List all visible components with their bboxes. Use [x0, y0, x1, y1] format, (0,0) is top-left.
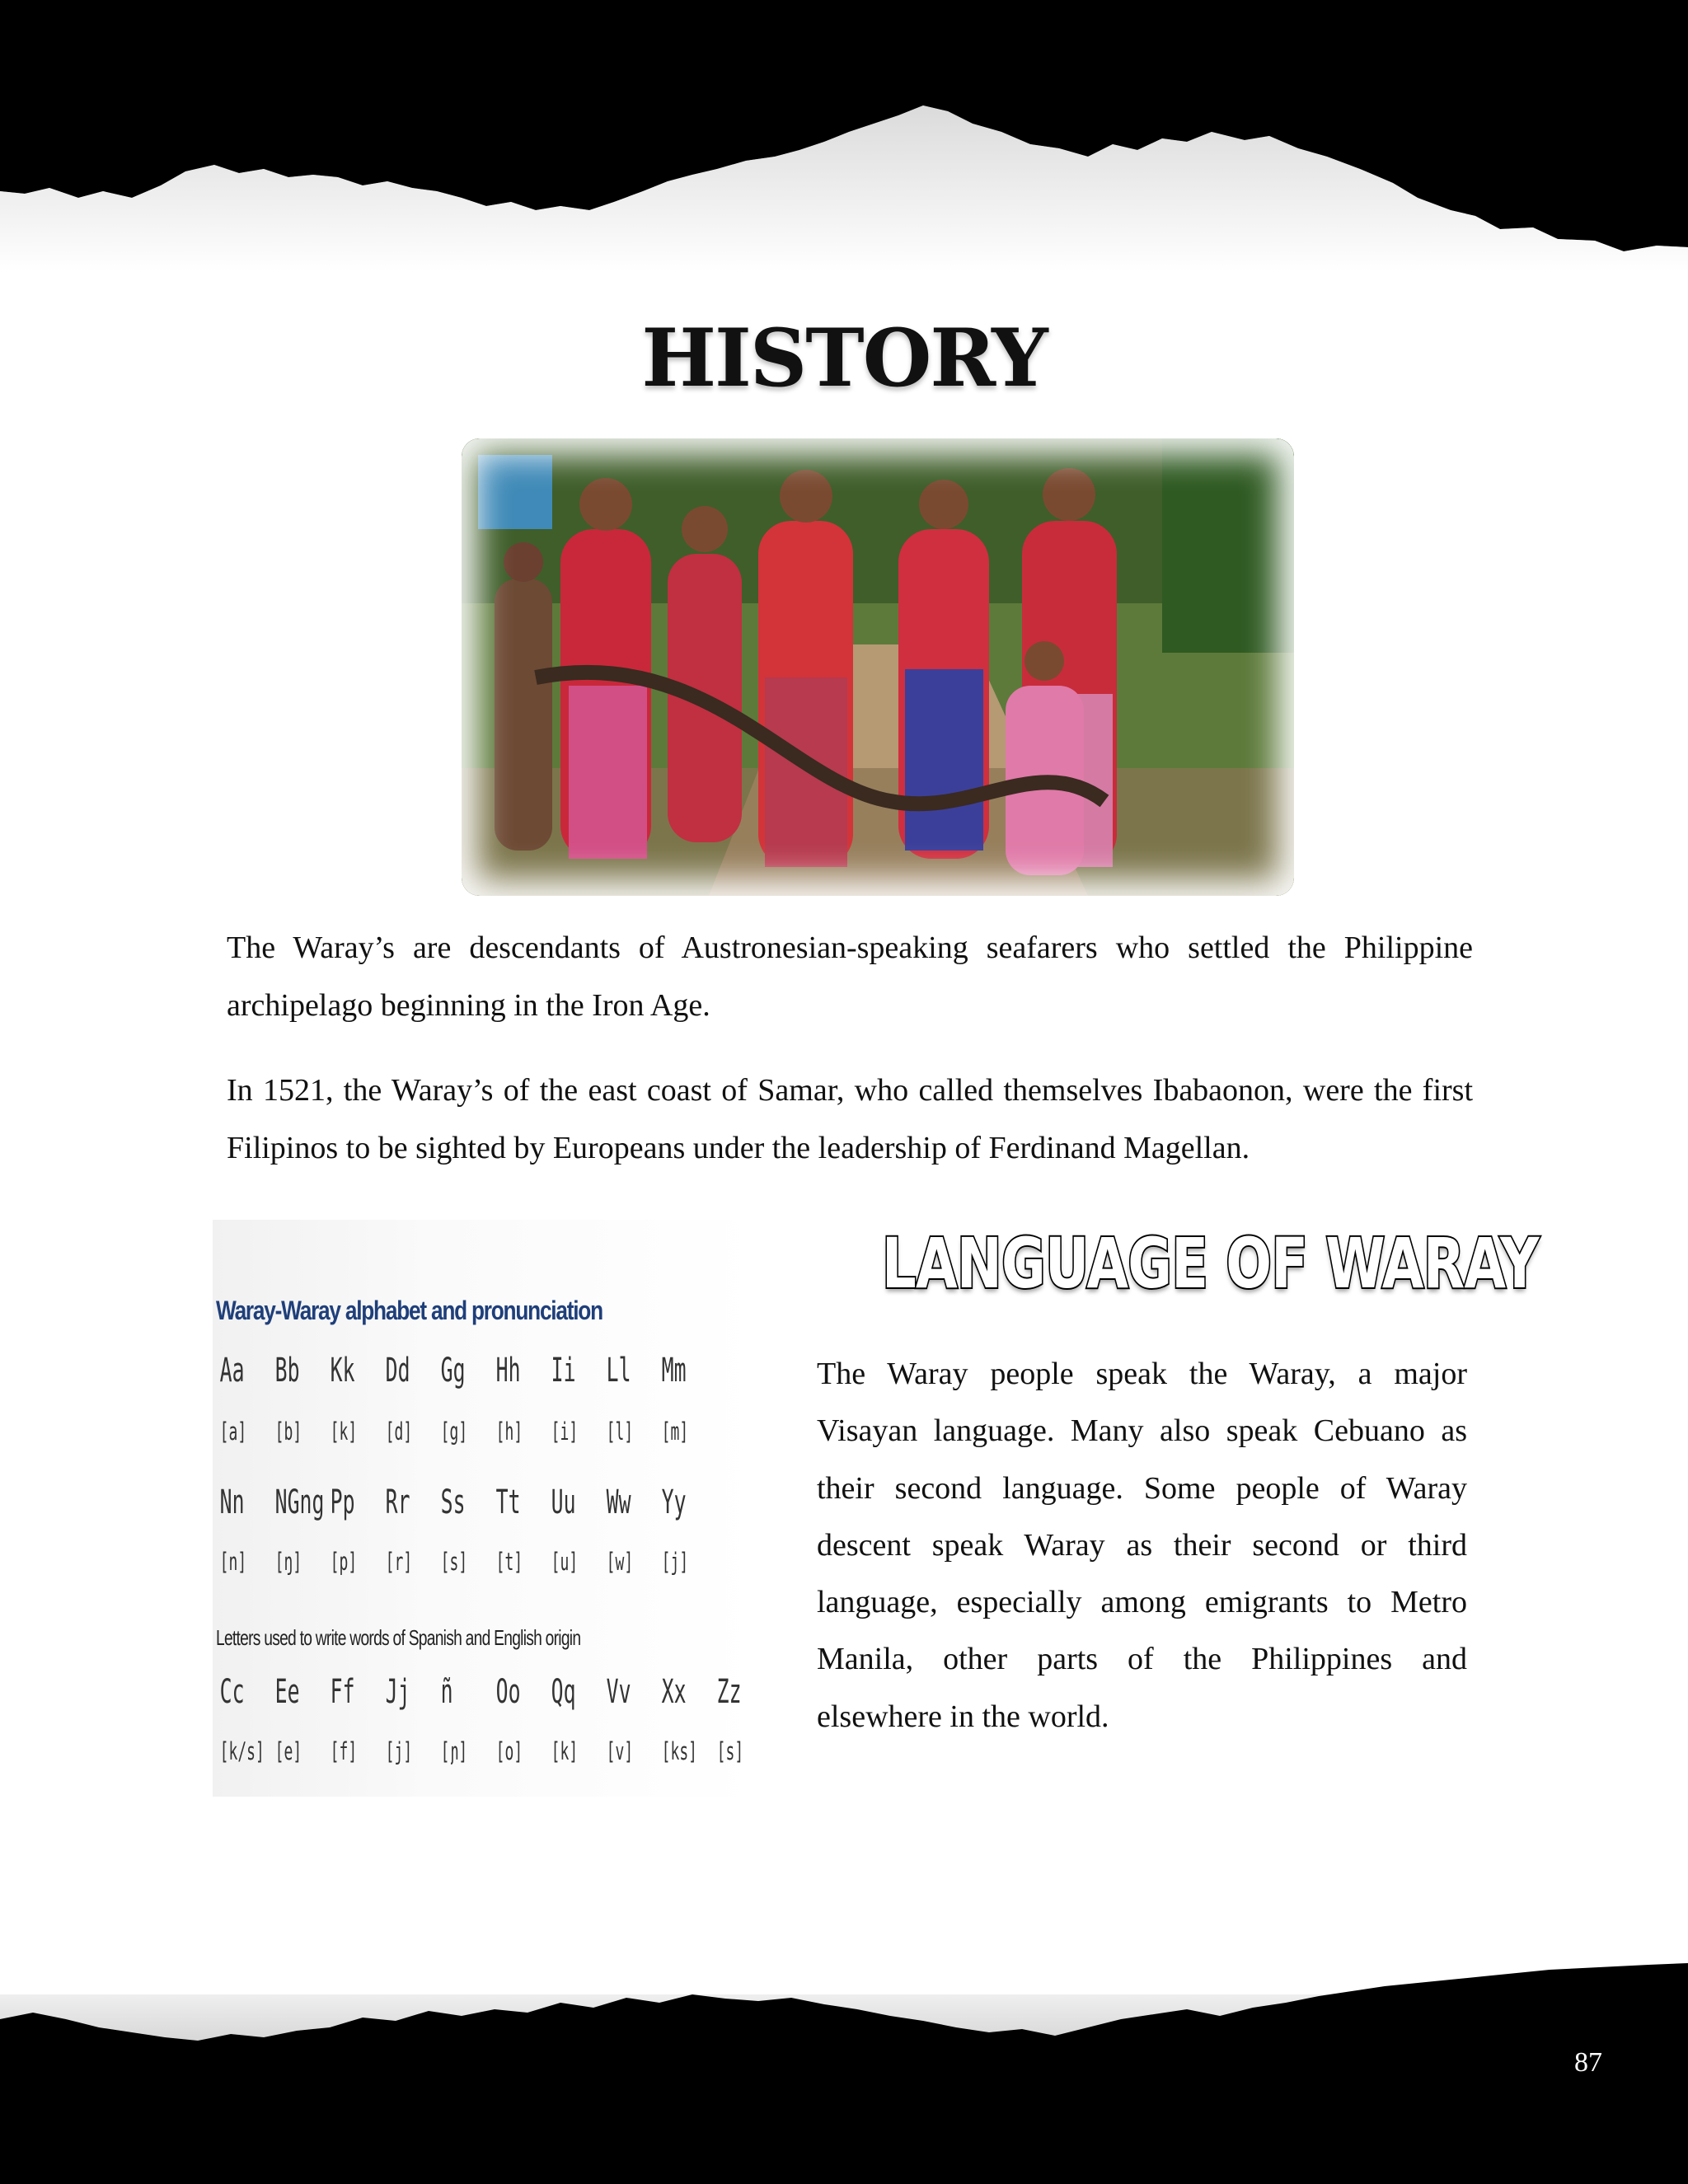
history-paragraph-2: In 1521, the Waray’s of the east coast of Samar, who called themselves Ibabaonon, were the first Filipinos to be sighted by Europeans under the leadership of Ferdinand Magellan. — [227, 1073, 1473, 1165]
torn-paper-top-border — [0, 0, 1688, 272]
language-paragraph: The Waray people speak the Waray, a major Visayan language. Many also speak Cebuano as their second language. Some people of Waray descent speak Waray as their second or third language, especially among emigrants to Metro Manila, other parts of the Philippines and elsewhere in the world. — [817, 1357, 1467, 1734]
letter: Uu — [551, 1483, 576, 1521]
letter: Kk — [330, 1352, 355, 1390]
pronunciation: [ŋ] — [274, 1548, 302, 1576]
pronunciation: [ks] — [661, 1737, 697, 1765]
pronunciation: [k] — [551, 1737, 579, 1765]
pronunciation: [r] — [385, 1548, 413, 1576]
letter: Ww — [606, 1483, 631, 1521]
alphabet-row-1-pronunciation — [213, 1418, 710, 1446]
history-title: HISTORY — [641, 312, 1047, 405]
torn-paper-bottom-border — [0, 1961, 1688, 2184]
alphabet-row-3-letters — [213, 1673, 765, 1711]
letter: Yy — [661, 1483, 687, 1521]
letter: Hh — [495, 1352, 521, 1390]
history-paragraph-1: The Waray’s are descendants of Austronesian-speaking seafarers who settled the Philippine archipelago beginning in the Iron Age. — [227, 930, 1473, 1023]
pronunciation: [i] — [551, 1418, 579, 1446]
alphabet-heading: Waray-Waray alphabet and pronunciation — [216, 1296, 603, 1325]
pronunciation: [m] — [661, 1418, 689, 1446]
pronunciation: [f] — [330, 1737, 358, 1765]
alphabet-row-2-pronunciation — [213, 1548, 710, 1576]
pronunciation: [a] — [219, 1418, 247, 1446]
letter: Rr — [385, 1483, 410, 1521]
pronunciation: [b] — [274, 1418, 302, 1446]
pronunciation: [t] — [495, 1548, 523, 1576]
pronunciation: [e] — [274, 1737, 302, 1765]
pronunciation: [w] — [606, 1548, 634, 1576]
letter: Dd — [385, 1352, 410, 1390]
letter: Gg — [440, 1352, 466, 1390]
letter: Ff — [330, 1673, 355, 1711]
alphabet-subheading: Letters used to write words of Spanish and English origin — [216, 1625, 581, 1650]
pronunciation: [d] — [385, 1418, 413, 1446]
letter: Mm — [661, 1352, 687, 1390]
alphabet-row-3-pronunciation — [213, 1737, 765, 1765]
pronunciation: [u] — [551, 1548, 579, 1576]
letter: Bb — [274, 1352, 300, 1390]
alphabet-row-1-letters — [213, 1352, 710, 1390]
letter: Ll — [606, 1352, 631, 1390]
pronunciation: [h] — [495, 1418, 523, 1446]
letter: Tt — [495, 1483, 521, 1521]
pronunciation: [o] — [495, 1737, 523, 1765]
letter: Vv — [606, 1673, 631, 1711]
letter: Aa — [219, 1352, 245, 1390]
pronunciation: [s] — [440, 1548, 468, 1576]
letter: Ss — [440, 1483, 466, 1521]
alphabet-row-2-letters — [213, 1483, 710, 1521]
waray-alphabet-chart — [213, 1220, 757, 1797]
pronunciation: [l] — [606, 1418, 634, 1446]
language-title: LANGUAGE OF WARAY — [882, 1223, 1539, 1304]
pronunciation: [j] — [385, 1737, 413, 1765]
letter: Ii — [551, 1352, 576, 1390]
pronunciation: [s] — [716, 1737, 744, 1765]
letter: Jj — [385, 1673, 410, 1711]
letter: Ee — [274, 1673, 300, 1711]
letter: Nn — [219, 1483, 245, 1521]
letter: NGng — [274, 1483, 325, 1521]
page-number: 87 — [1574, 2047, 1602, 2078]
letter: Xx — [661, 1673, 687, 1711]
pronunciation: [ɲ] — [440, 1737, 468, 1765]
letter: Qq — [551, 1673, 576, 1711]
letter: ñ — [440, 1673, 453, 1711]
pronunciation: [p] — [330, 1548, 358, 1576]
letter: Oo — [495, 1673, 521, 1711]
pronunciation: [k/s] — [219, 1737, 265, 1765]
waray-people-photo — [462, 438, 1294, 896]
pronunciation: [k] — [330, 1418, 358, 1446]
letter: Zz — [716, 1673, 742, 1711]
pronunciation: [n] — [219, 1548, 247, 1576]
pronunciation: [v] — [606, 1737, 634, 1765]
pronunciation: [j] — [661, 1548, 689, 1576]
letter: Pp — [330, 1483, 355, 1521]
pronunciation: [g] — [440, 1418, 468, 1446]
letter: Cc — [219, 1673, 245, 1711]
